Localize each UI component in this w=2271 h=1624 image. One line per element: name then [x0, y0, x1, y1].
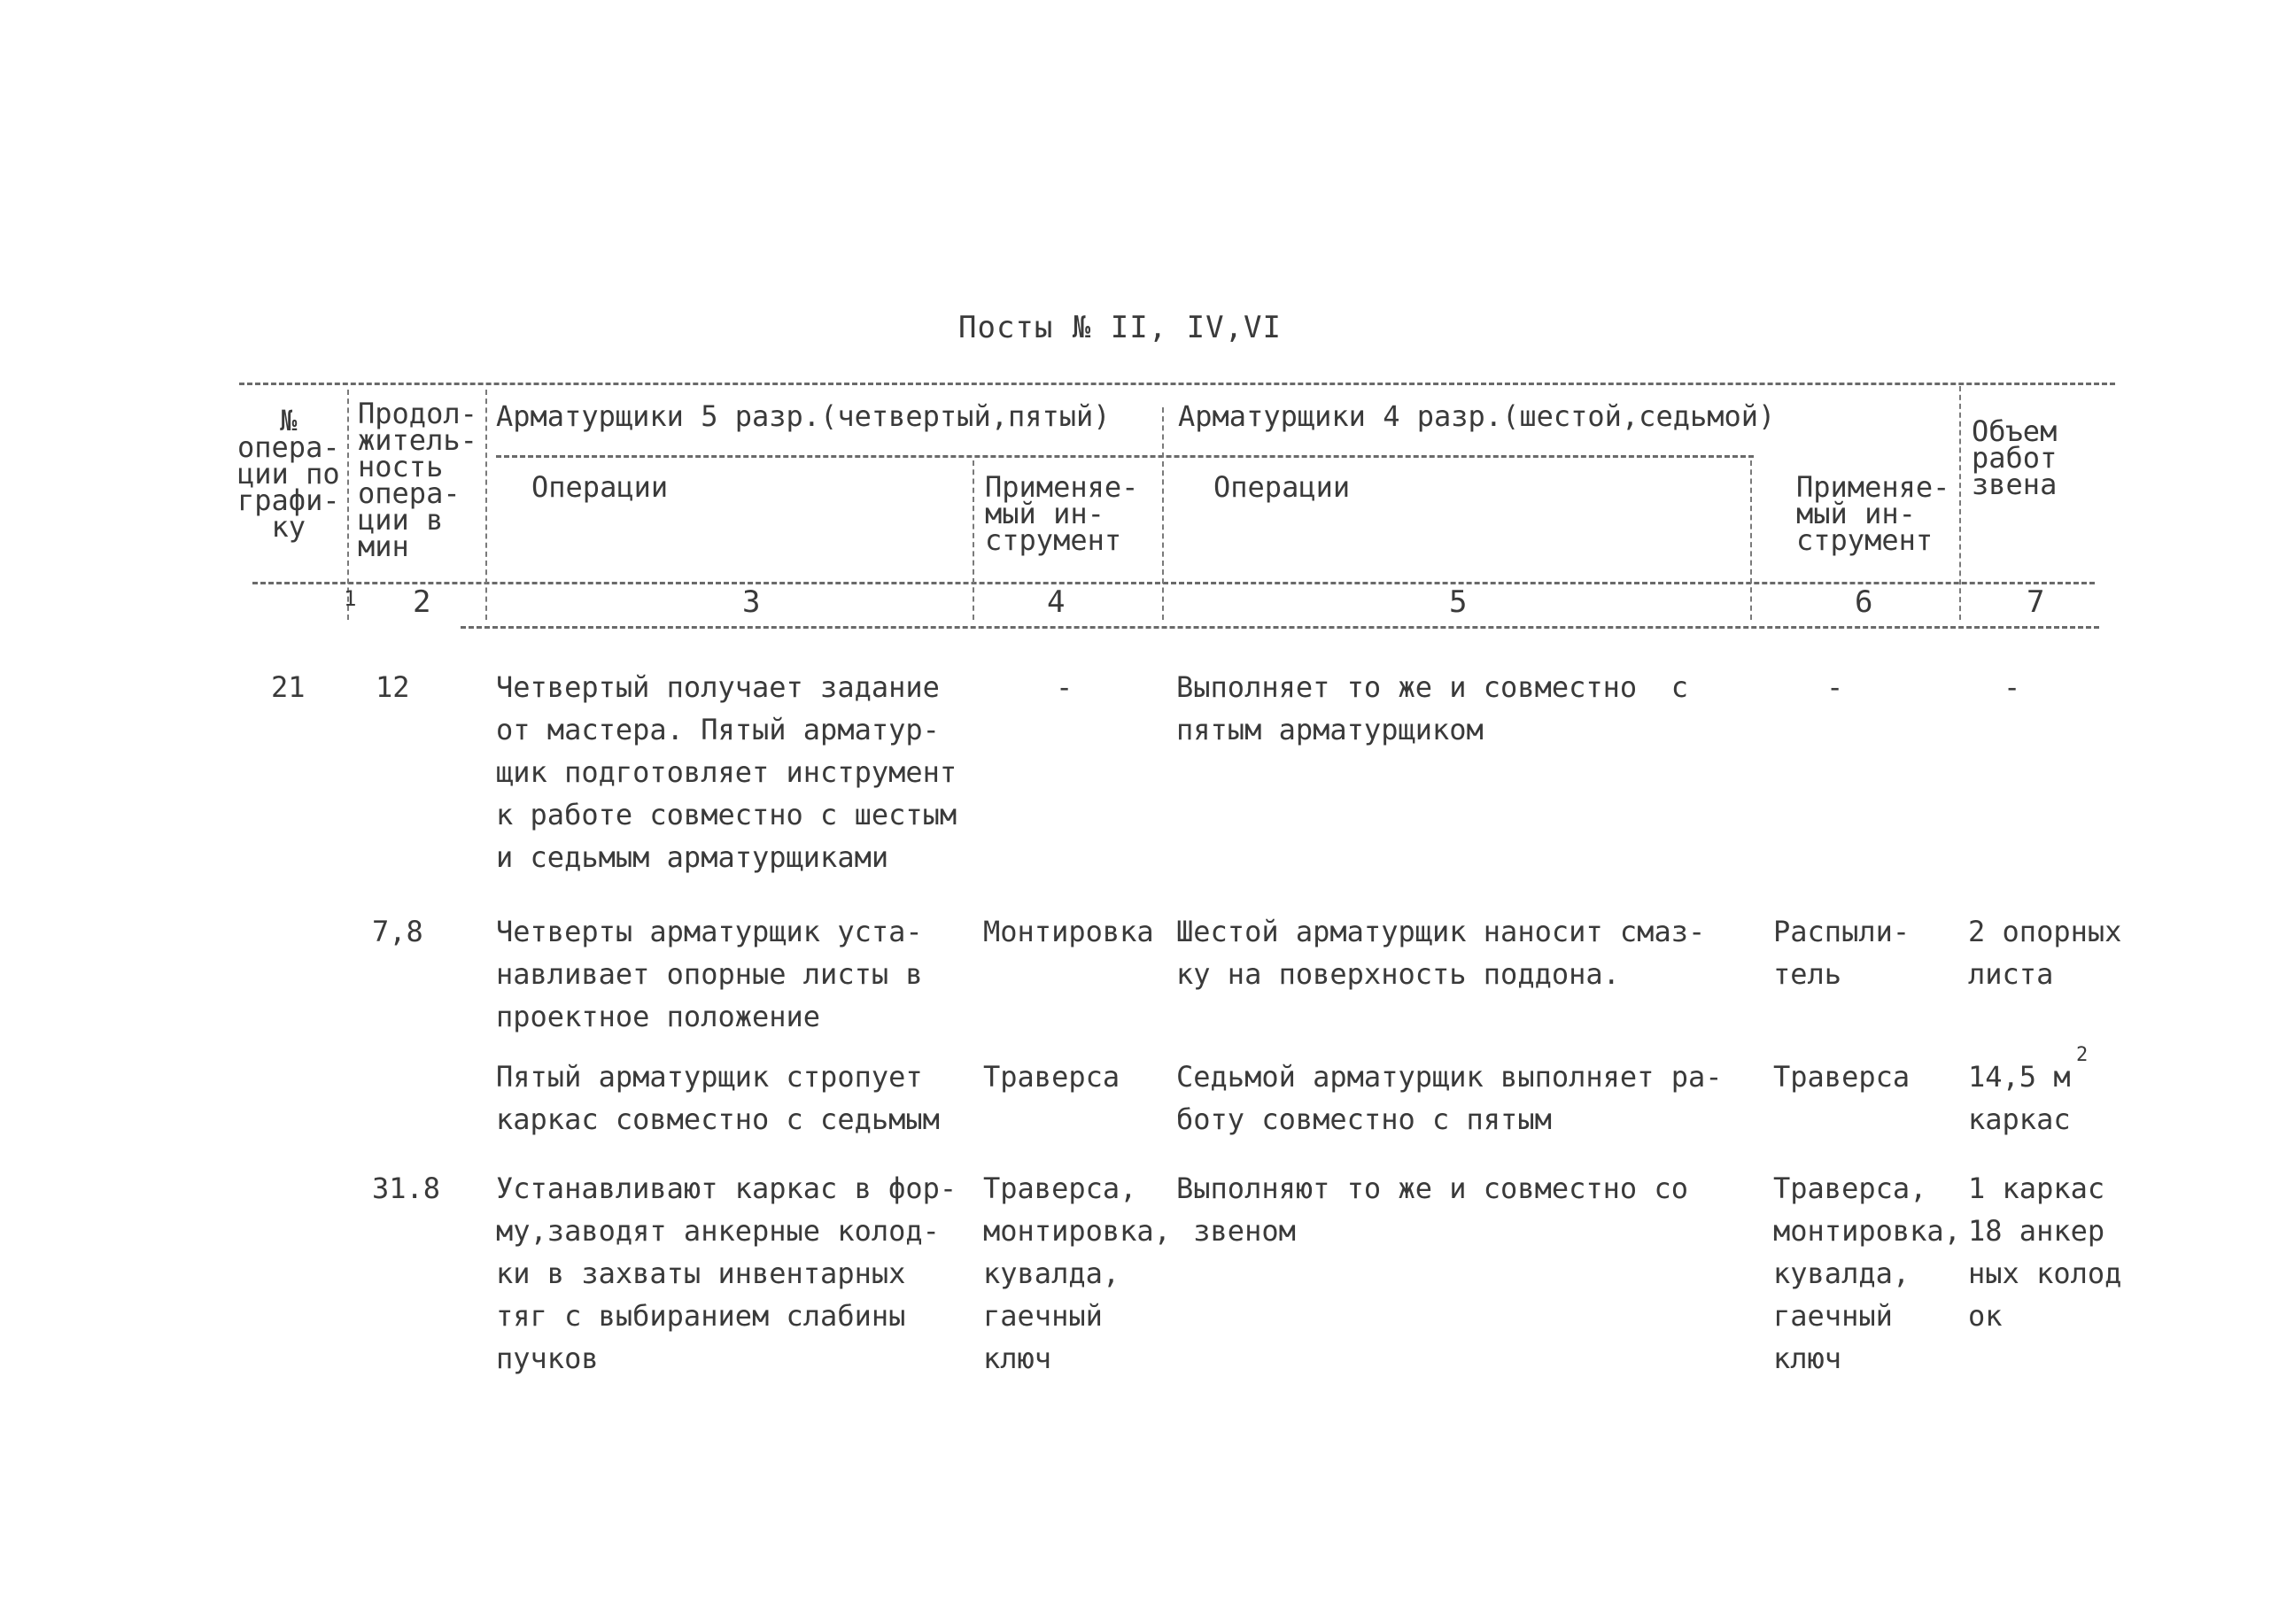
column-number-7: 7 [2027, 584, 2045, 620]
header-operation-number: № опера- ции по графи- ку [237, 404, 340, 544]
row1-operation-number: 21 [271, 670, 306, 704]
header-operations-grade4: Операции [1213, 470, 1351, 504]
row1-duration: 12 [376, 670, 410, 704]
row4-tools-grade4: Траверса, монтировка, кувалда, гаечный ключ [1773, 1172, 1961, 1375]
column-number-5: 5 [1449, 584, 1468, 620]
header-tools-grade4: Применяе- мый ин- струмент [1796, 470, 1950, 557]
col-divider-2 [485, 390, 487, 620]
col-divider-1 [347, 390, 349, 620]
row2-tools-grade4: Распыли- тель [1773, 915, 1911, 991]
row3-tools-grade4: Траверса [1773, 1060, 1911, 1094]
row3-work-volume-superscript: 2 [2076, 1044, 2089, 1066]
row1-operations-grade5: Четвертый получает задание от мастера. Пятый арматур- щик подготовляет инструмент к работе совместно с шестым и седьмым арматурщиками [496, 670, 957, 874]
col-divider-5 [1750, 460, 1752, 620]
row4-duration: 31.8 [372, 1172, 441, 1205]
page-title: Посты № II, IV,VI [958, 310, 1282, 345]
column-number-4: 4 [1047, 584, 1066, 620]
group-header-rule [496, 455, 1754, 458]
row2-operations-grade4: Шестой арматурщик наносит смаз- ку на поверхность поддона. [1176, 915, 1706, 991]
row4-work-volume: 1 каркас 18 анкер ных колод ок [1968, 1172, 2122, 1333]
row4-operations-grade4: Выполняют то же и совместно со звеном [1176, 1172, 1688, 1248]
header-duration: Продол- житель- ность опера- ции в мин [358, 397, 477, 563]
header-work-volume: Объем работ звена [1972, 414, 2058, 501]
column-numbers-rule [461, 626, 2099, 629]
column-number-1: 1 [344, 586, 357, 611]
header-top-rule [239, 383, 2115, 385]
header-operations-grade5: Операции [531, 470, 669, 504]
row1-work-volume: - [2004, 670, 2021, 704]
row1-tools-grade4: - [1826, 670, 1844, 704]
column-number-6: 6 [1855, 584, 1873, 620]
header-group-grade4: Арматурщики 4 разр.(шестой,седьмой) [1178, 399, 1776, 433]
col-divider-3 [973, 460, 974, 620]
row2-tools-grade5: Монтировка [983, 915, 1154, 948]
header-bottom-rule [252, 582, 2095, 584]
row1-tools-grade5: - [1056, 670, 1073, 704]
row3-work-volume: 14,5 м каркас [1968, 1060, 2071, 1136]
col-divider-6 [1959, 386, 1961, 620]
header-tools-grade5: Применяе- мый ин- струмент [985, 470, 1139, 557]
row2-work-volume: 2 опорных листа [1968, 915, 2122, 991]
row1-operations-grade4: Выполняет то же и совместно с пятым арматурщиком [1176, 670, 1688, 746]
row4-tools-grade5: Траверса, монтировка, кувалда, гаечный ключ [983, 1172, 1171, 1375]
row2-duration: 7,8 [372, 915, 423, 948]
col-divider-4 [1162, 407, 1164, 620]
column-number-2: 2 [413, 584, 431, 620]
row3-operations-grade4: Седьмой арматурщик выполняет ра- боту совместно с пятым [1176, 1060, 1723, 1136]
column-number-3: 3 [742, 584, 761, 620]
row3-operations-grade5: Пятый арматурщик стропует каркас совместно с седьмым [496, 1060, 940, 1136]
row3-tools-grade5: Траверса [983, 1060, 1120, 1094]
header-group-grade5: Арматурщики 5 разр.(четвертый,пятый) [496, 399, 1111, 433]
row4-operations-grade5: Устанавливают каркас в фор- му,заводят анкерные колод- ки в захваты инвентарных тяг с выбиранием слабины пучков [496, 1172, 957, 1375]
row2-operations-grade5: Четверты арматурщик уста- навливает опорные листы в проектное положение [496, 915, 923, 1033]
